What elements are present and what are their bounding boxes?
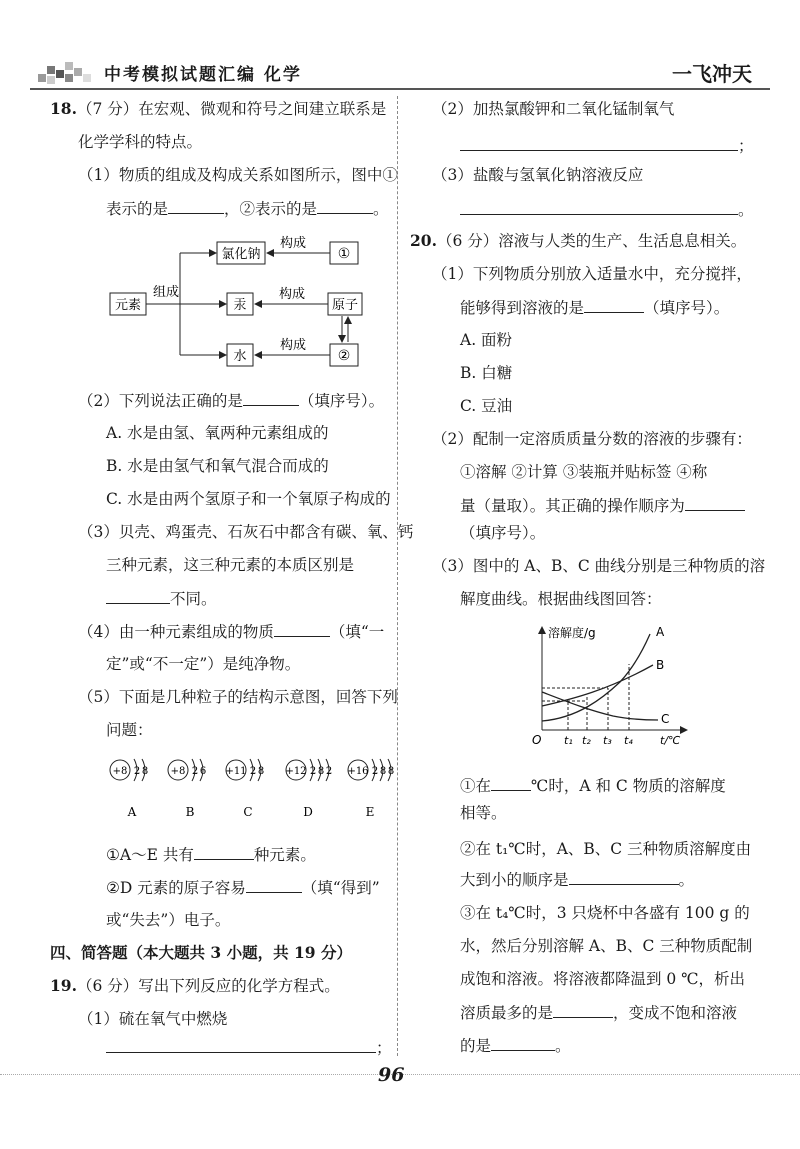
q18-part4-line2: 定”或“不一定”）是纯净物。 (106, 655, 301, 673)
q20-stem: （6 分）溶液与人类的生产、生活息息相关。 (436, 232, 747, 250)
q19-part3: （3）盐酸与氢氧化钠溶液反应 (432, 166, 644, 184)
q18-part5-line1: （5）下面是几种粒子的结构示意图，回答下列 (78, 688, 398, 706)
q19-number: 19. (50, 976, 77, 995)
shell-electrons: 8 (257, 766, 265, 777)
q20-sub3-line1: ③在 t₄℃时，3 只烧杯中各盛有 100 g 的 (460, 904, 750, 922)
curve-a-label: A (656, 625, 665, 639)
q20-sub2-end: 。 (678, 871, 695, 889)
shell-electrons: 2 (249, 766, 257, 777)
q19-semicolon-2: ； (738, 137, 754, 155)
q20-part2-line3: 量（量取）。其正确的操作顺序为 (460, 497, 685, 515)
q18-part3-line1: （3）贝壳、鸡蛋壳、石灰石中都含有碳、氧、钙 (78, 523, 414, 541)
atom-label: 原子 (331, 298, 359, 313)
curve-c-label: C (661, 712, 670, 726)
shell-electrons: 2 (371, 766, 379, 777)
q20-part3-line1: （3）图中的 A、B、C 曲线分别是三种物质的溶 (432, 557, 766, 575)
shell-electrons: 2 (309, 766, 317, 777)
q19-answer-line-1[interactable] (106, 1036, 376, 1053)
q18-answer-blank-2[interactable] (317, 197, 373, 214)
section-4-heading: 四、简答题（本大题共 3 小题，共 19 分） (50, 943, 352, 962)
page-number: 96 (378, 1064, 405, 1086)
q20-answer-blank-5[interactable] (553, 1001, 613, 1018)
q18-number: 18. (50, 99, 77, 118)
q18-part1-text-b: ，②表示的是 (224, 200, 318, 218)
compose-label: 组成 (152, 285, 180, 300)
q20-answer-blank-1[interactable] (584, 296, 644, 313)
constitute-label-2: 构成 (278, 287, 306, 302)
constitute-label-1: 构成 (279, 236, 307, 251)
shell-electrons: 2 (325, 766, 333, 777)
q20-answer-blank-3[interactable] (491, 774, 531, 791)
tick-t2: t₂ (582, 734, 591, 747)
nucleus-charge: +8 (170, 766, 186, 777)
shell-electrons: 6 (199, 766, 207, 777)
q20-part1-line1: （1）下列物质分别放入适量水中，充分搅拌， (432, 265, 752, 283)
particle-label: B (185, 805, 195, 819)
particle-c (225, 759, 264, 819)
tick-t1: t₁ (564, 734, 573, 747)
element-label: 元素 (114, 298, 142, 313)
q20-part2-line2: ①溶解 ②计算 ③装瓶并贴标签 ④称 (460, 463, 708, 481)
q18-option-a: A. 水是由氢、氧两种元素组成的 (106, 424, 329, 442)
q18-part2-text-end: （填序号）。 (298, 392, 385, 410)
circle-1-label: ① (337, 246, 351, 262)
q18-stem-2: 化学学科的特点。 (78, 133, 203, 151)
particle-label: A (127, 805, 137, 819)
constitute-label-3: 构成 (279, 338, 307, 353)
y-axis-label: 溶解度/g (548, 626, 596, 640)
particle-d (285, 759, 332, 819)
nucleus-charge: +16 (347, 766, 369, 777)
shell-electrons: 8 (379, 766, 387, 777)
q20-sub1-line2: 相等。 (460, 804, 507, 822)
q19-answer-line-2[interactable] (460, 134, 738, 151)
column-divider (397, 96, 398, 1056)
q20-sub3-mid: ，变成不饱和溶液 (613, 1004, 738, 1022)
q18-answer-blank-3[interactable] (243, 389, 299, 406)
particle-label: E (365, 805, 375, 819)
q19-answer-line-3[interactable] (460, 198, 738, 215)
header-brand: 一飞冲天 (672, 62, 752, 86)
q20-part2-line1: （2）配制一定溶质质量分数的溶液的步骤有： (432, 430, 752, 448)
q20-part3-line2: 解度曲线。根据曲线图回答： (460, 590, 662, 608)
q19-stem: （6 分）写出下列反应的化学方程式。 (76, 977, 340, 995)
tick-t4: t₄ (624, 734, 633, 747)
q20-option-a: A. 面粉 (460, 331, 513, 349)
composition-diagram (100, 234, 380, 376)
mercury-label: 汞 (233, 298, 247, 313)
curve-b-label: B (656, 658, 665, 672)
q18-option-b: B. 水是由氢气和氧气混合而成的 (106, 457, 329, 475)
q20-sub3-end: 。 (555, 1037, 571, 1055)
q18-part4-text-end: （填“一 (329, 623, 385, 641)
header-title: 中考模拟试题汇编 化学 (104, 65, 302, 85)
q20-number: 20. (410, 231, 437, 250)
q18-part1-line1: （1）物质的组成及构成关系如图所示，图中① (78, 166, 398, 184)
q18-part1-text-c: 。 (373, 200, 389, 218)
shell-electrons: 2 (133, 766, 141, 777)
q20-answer-blank-6[interactable] (491, 1034, 555, 1051)
q19-period: 。 (738, 201, 754, 219)
q20-sub3-line3: 成饱和溶液。将溶液都降温到 0 ℃，析出 (460, 970, 746, 988)
shell-electrons: 8 (141, 766, 149, 777)
q18-sub2-end: （填“得到” (301, 879, 380, 897)
q20-sub3-text: 溶质最多的是 (460, 1004, 554, 1022)
curve-a (542, 634, 650, 721)
circle-2-label: ② (337, 348, 351, 364)
water-label: 水 (233, 349, 247, 364)
q20-sub2-line1: ②在 t₁℃时，A、B、C 三种物质溶解度由 (460, 840, 752, 858)
q20-part1-end: （填序号）。 (644, 299, 730, 317)
q20-answer-blank-2[interactable] (685, 494, 745, 511)
q18-part5-line2: 问题： (106, 721, 153, 739)
curve-c (542, 692, 658, 720)
tick-t3: t₃ (603, 734, 612, 747)
q18-part3-line2: 三种元素，这三种元素的本质区别是 (106, 556, 355, 574)
shell-electrons: 8 (387, 766, 395, 777)
x-axis-label: t/℃ (660, 734, 681, 747)
q20-option-c: C. 豆油 (460, 397, 513, 415)
particle-b (168, 759, 206, 819)
q19-part1: （1）硫在氧气中燃烧 (78, 1010, 228, 1028)
origin-label: O (532, 733, 542, 747)
particle-label: D (303, 805, 313, 819)
q18-answer-blank-4[interactable] (106, 587, 170, 604)
particle-a (110, 759, 148, 819)
particle-diagrams (100, 748, 395, 824)
solubility-graph (528, 620, 698, 750)
q18-part1-text-a: 表示的是 (106, 200, 169, 218)
q20-option-b: B. 白糖 (460, 364, 513, 382)
q18-sub2-text: ②D 元素的原子容易 (106, 879, 246, 897)
header-rule (30, 88, 770, 90)
q18-sub1-text: ①A～E 共有 (106, 846, 194, 864)
q18-answer-blank-5[interactable] (274, 620, 330, 637)
q20-part2-line4: （填序号）。 (460, 524, 546, 542)
q20-sub2-text: 大到小的顺序是 (460, 871, 569, 889)
q18-sub1-end: 种元素。 (253, 846, 316, 864)
q19-part2: （2）加热氯酸钾和二氧化锰制氧气 (432, 100, 675, 118)
q20-part1-text: 能够得到溶液的是 (460, 299, 585, 317)
q18-option-c: C. 水是由两个氢原子和一个氧原子构成的 (106, 490, 391, 508)
q18-answer-blank-6[interactable] (194, 843, 254, 860)
particle-label: C (243, 805, 253, 819)
nucleus-charge: +11 (225, 766, 247, 777)
q19-semicolon-1: ； (376, 1039, 392, 1057)
header-mosaic-icon (38, 62, 96, 86)
q18-sub2-line2: 或“失去”）电子。 (106, 911, 231, 929)
q18-answer-blank-1[interactable] (168, 197, 224, 214)
nucleus-charge: +12 (285, 766, 307, 777)
nucleus-charge: +8 (112, 766, 128, 777)
shell-electrons: 8 (317, 766, 325, 777)
q20-sub1-end: ℃时，A 和 C 物质的溶解度 (531, 777, 726, 795)
q18-part2-text: （2）下列说法正确的是 (78, 392, 243, 410)
q20-sub3-text-2: 的是 (460, 1037, 492, 1055)
particle-e (347, 759, 394, 819)
q20-answer-blank-4[interactable] (569, 868, 679, 885)
q20-sub1-text: ①在 (460, 777, 492, 795)
q18-stem-1: （7 分）在宏观、微观和符号之间建立联系是 (76, 100, 387, 118)
q20-sub3-line2: 水，然后分别溶解 A、B、C 三种物质配制 (460, 937, 753, 955)
shell-electrons: 2 (191, 766, 199, 777)
q18-answer-blank-7[interactable] (246, 876, 302, 893)
q18-part4-text: （4）由一种元素组成的物质 (78, 623, 274, 641)
q18-part3-end: 不同。 (170, 590, 217, 608)
nacl-label: 氯化钠 (221, 247, 261, 262)
